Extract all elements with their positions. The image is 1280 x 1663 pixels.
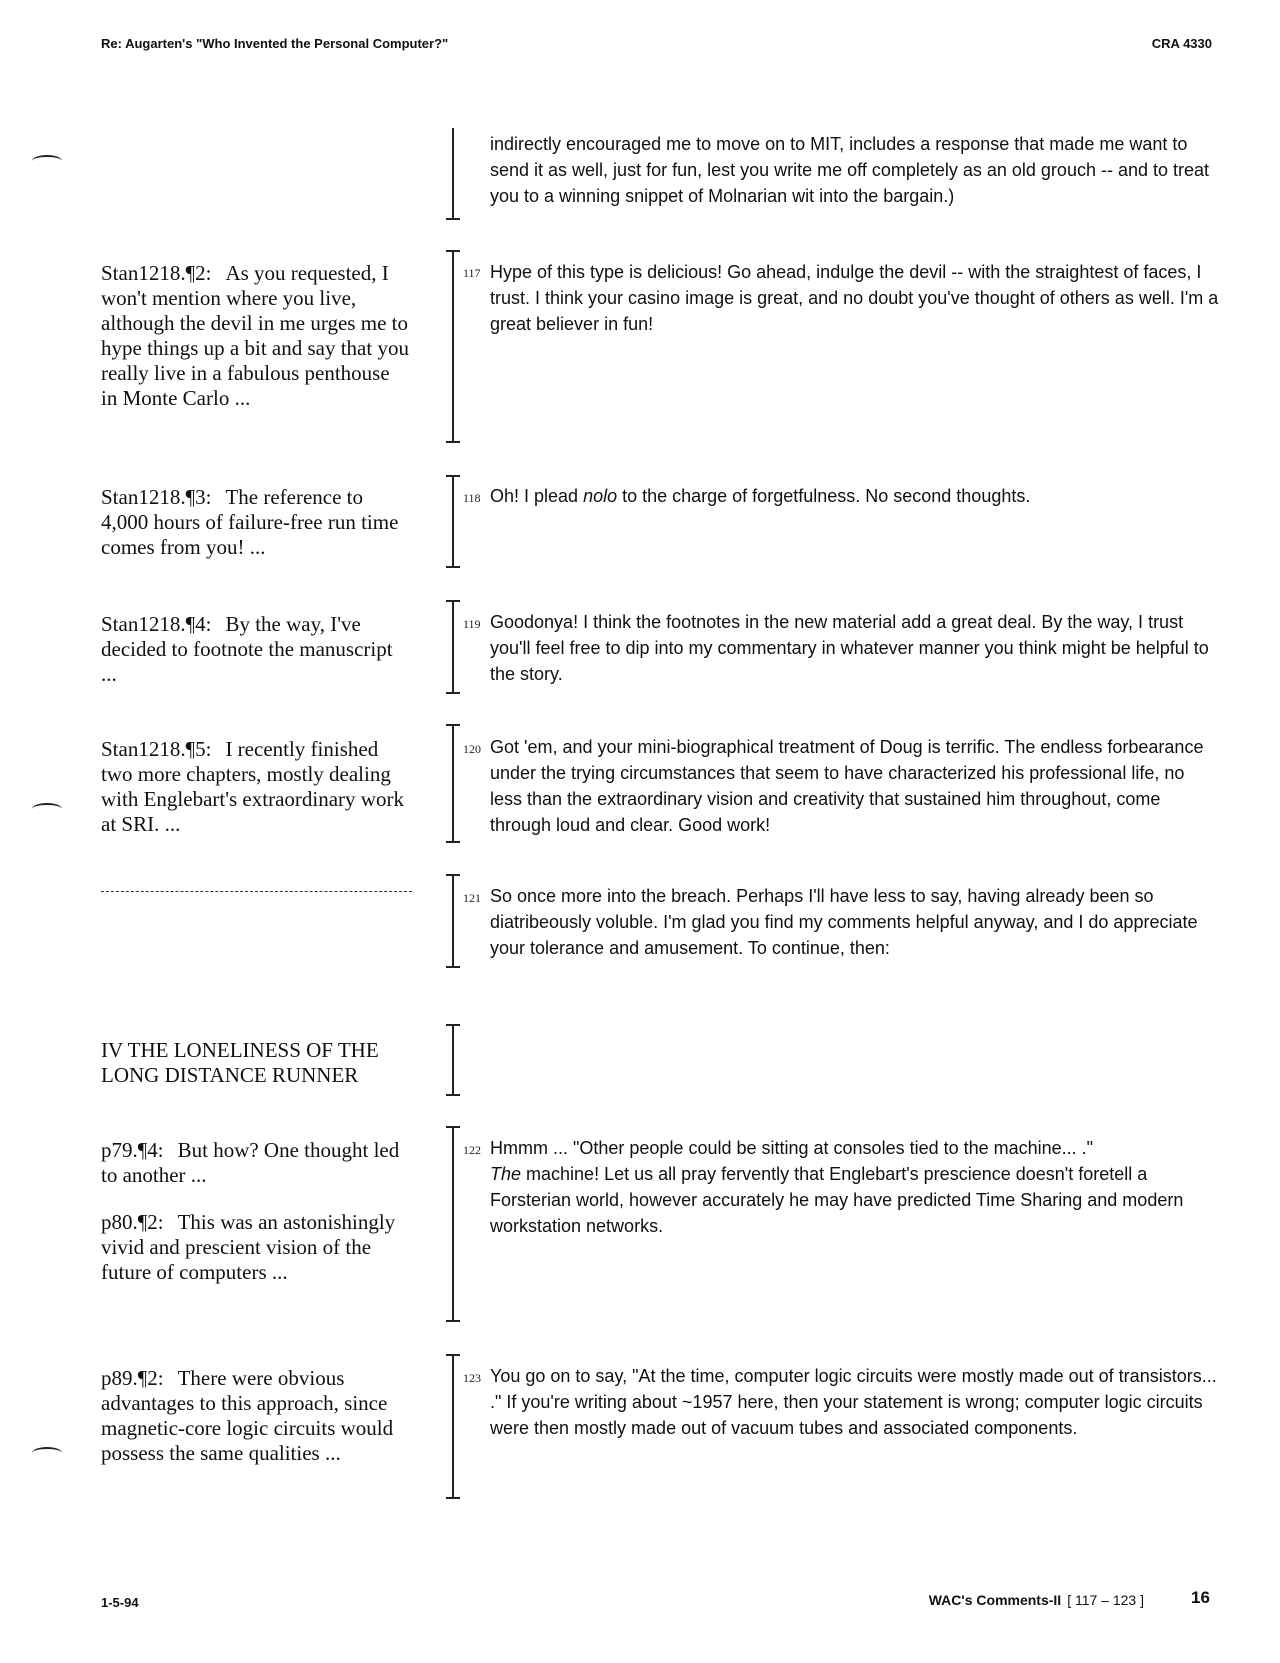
excerpt-ref: Stan1218.¶2: (101, 261, 212, 285)
footer-label: WAC's Comments-II (928, 1592, 1062, 1608)
excerpt-text: This was an astonishingly vivid and prescient vision of the future of computers ... (101, 1210, 396, 1284)
bracket-mark (446, 128, 460, 220)
comment-122: Hmmm ... "Other people could be sitting at consoles tied to the machine... ." The machine! Let us all pray fervently that Englebart's prescience doesn't foretell a Forsterian world, however accurately he may have predicted Time Sharing and modern workstation networks. (490, 1138, 1184, 1236)
bracket-mark (446, 1126, 460, 1322)
comment-number: 120 (463, 742, 481, 756)
excerpt-text: I recently finished two more chapters, mostly dealing with Englebart's extraordinary work at SRI. ... (101, 737, 404, 836)
margin-mark (32, 1447, 62, 1459)
section-heading: IV THE LONELINESS OF THE LONG DISTANCE RUNNER (101, 1038, 379, 1087)
comment-number: 123 (463, 1371, 481, 1385)
document-header-title: Re: Augarten's "Who Invented the Personal Computer?" (101, 36, 449, 51)
excerpt-text: The reference to 4,000 hours of failure-free run time comes from you! ... (101, 485, 399, 559)
margin-mark (32, 155, 62, 167)
excerpt-ref: Stan1218.¶4: (101, 612, 212, 636)
excerpt-117 (101, 261, 411, 433)
bracket-mark (446, 1024, 460, 1096)
separator-line (101, 891, 412, 892)
comment-117: Hype of this type is delicious! Go ahead, indulge the devil -- with the straightest of faces, I trust. I think your casino image is great, and no doubt you've thought of others as well. I'm a great believer in fun! (490, 262, 1219, 334)
bracket-mark (446, 475, 460, 568)
excerpt-text: There were obvious advantages to this approach, since magnetic-core logic circuits would possess the same qualities ... (101, 1366, 394, 1465)
comment-123: You go on to say, "At the time, computer logic circuits were mostly made out of transistors... ." If you're writing about ~1957 here, then your statement is wrong; computer logic circuits were then mostly made out of vacuum tubes and associated components. (490, 1366, 1217, 1438)
bracket-mark (446, 1354, 460, 1499)
comment-number: 122 (463, 1143, 481, 1157)
page-number: 16 (1191, 1588, 1210, 1607)
excerpt-ref: p80.¶2: (101, 1210, 164, 1234)
excerpt-119 (101, 612, 411, 709)
excerpt-ref: Stan1218.¶3: (101, 485, 212, 509)
excerpt-120 (101, 737, 411, 859)
comment-121: So once more into the breach. Perhaps I'll have less to say, having already been so diatribeously voluble. I'm glad you find my comments helpful anyway, and I do appreciate your tolerance and amusement. To continue, then: (490, 886, 1198, 958)
excerpt-text: But how? One thought led to another ... (101, 1138, 400, 1187)
comment-number: 121 (463, 891, 481, 905)
excerpt-ref: p79.¶4: (101, 1138, 164, 1162)
margin-mark (32, 803, 62, 815)
footer-date: 1-5-94 (101, 1595, 139, 1610)
bracket-mark (446, 724, 460, 843)
footer-range: [ 117 – 123 ] (1067, 1592, 1144, 1608)
comment-number: 119 (463, 617, 481, 631)
excerpt-118 (101, 485, 411, 582)
footer-label-group (929, 1592, 1144, 1608)
excerpt-ref: Stan1218.¶5: (101, 737, 212, 761)
comment-118: Oh! I plead nolo to the charge of forgetfulness. No second thoughts. (490, 486, 1031, 506)
bracket-mark (446, 600, 460, 694)
bracket-mark (446, 874, 460, 968)
intro-comment: indirectly encouraged me to move on to MIT, includes a response that made me want to send it as well, just for fun, lest you write me off completely as an old grouch -- and to treat you to a winning snippet of Molnarian wit into the bargain.) (490, 134, 1210, 206)
excerpt-text: By the way, I've decided to footnote the manuscript ... (101, 612, 393, 686)
document-code: CRA 4330 (1151, 36, 1212, 51)
comment-number: 117 (463, 266, 481, 280)
comment-119: Goodonya! I think the footnotes in the new material add a great deal. By the way, I trust you'll feel free to dip into my commentary in whatever manner you think might be helpful to the story. (490, 612, 1209, 684)
excerpt-123 (101, 1366, 411, 1488)
comment-120: Got 'em, and your mini-biographical treatment of Doug is terrific. The endless forbearance under the trying circumstances that seem to have characterized his professional life, no less than the extraordinary vision and creativity that sustained him throughout, come through loud and clear. Good work! (490, 737, 1204, 835)
bracket-mark (446, 250, 460, 443)
excerpt-122 (101, 1138, 411, 1307)
excerpt-ref: p89.¶2: (101, 1366, 164, 1390)
excerpt-text: As you requested, I won't mention where you live, although the devil in me urges me to hype things up a bit and say that you really live in a fabulous penthouse in Monte Carlo ... (101, 261, 409, 410)
comment-number: 118 (463, 491, 481, 505)
